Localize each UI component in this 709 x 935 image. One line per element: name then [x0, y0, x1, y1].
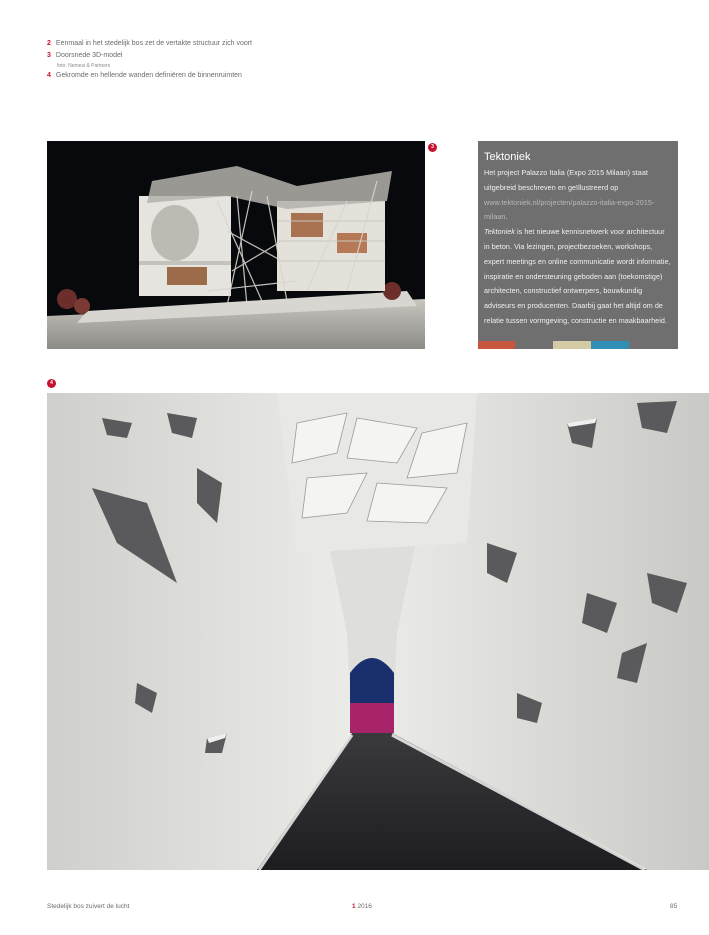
color-bars	[478, 341, 678, 349]
box-body	[484, 166, 671, 329]
tektoniek-info-box	[478, 141, 678, 349]
figure-3-section-model-photo	[47, 141, 425, 349]
tektoniek-project-link[interactable]: www.tektoniek.nl/projecten/palazzo-italia-expo-2015-milaan	[484, 197, 655, 222]
box-text: .	[505, 212, 508, 222]
box-text: Het project Palazzo Italia (Expo 2015 Milaan) staat uitgebreid beschreven en geïllustreerd op	[484, 168, 648, 192]
page-number: 85	[670, 903, 678, 910]
color-bar-beige	[553, 341, 591, 349]
caption-2	[47, 38, 252, 50]
caption-text: Eenmaal in het stedelijk bos zet de vertakte structuur zich voort	[55, 40, 253, 47]
color-bar-blue	[591, 341, 629, 349]
issue-number: 1	[352, 903, 356, 910]
issue-year: 2016	[357, 903, 372, 910]
figure-4-badge: 4	[47, 379, 56, 388]
caption-number: 2	[47, 40, 51, 47]
caption-number: 4	[47, 72, 51, 79]
footer-issue	[352, 903, 372, 910]
caption-4	[47, 70, 252, 82]
caption-text: Gekromde en hellende wanden definiëren de binnenruimten	[55, 72, 242, 79]
figure-3-badge: 3	[428, 143, 437, 152]
figure-4-interior-corridor-photo	[47, 393, 709, 870]
box-title: Tektoniek	[484, 151, 531, 163]
box-emphasis: Tektoniek	[484, 227, 515, 237]
caption-number: 3	[47, 52, 51, 59]
box-text: is het nieuwe kennisnetwerk voor architectuur in beton. Via lezingen, projectbezoeken, workshops, expert meetings en online communicatie wordt informatie, inspiratie en ondersteuning geboden aan (toekomstige) architecten, constructief ontwerpers, bouwkundig adviseurs en producenten. Daarbij gaat het altijd om de relatie tussen vormgeving, constructie en maakbaarheid.	[484, 227, 671, 325]
footer-article-title: Stedelijk bos zuivert de lucht	[47, 903, 130, 910]
corridor-illustration	[47, 393, 709, 870]
caption-photo-credit: foto: Nemesi & Partners	[57, 63, 111, 69]
color-bar-red	[478, 341, 515, 349]
caption-text: Doorsnede 3D-model	[55, 52, 123, 59]
figure-captions	[47, 38, 252, 82]
model-illustration	[47, 141, 425, 349]
caption-3	[47, 50, 252, 62]
